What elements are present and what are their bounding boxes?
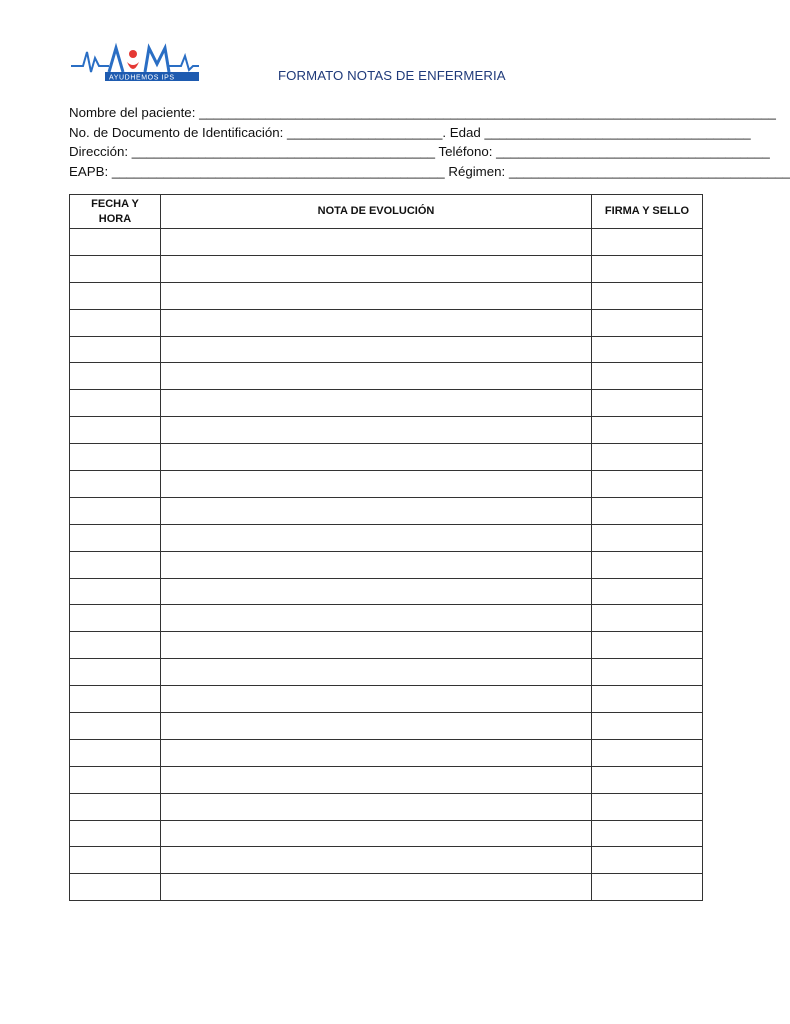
- cell-fecha-hora[interactable]: [70, 309, 161, 336]
- cell-firma-sello[interactable]: [592, 417, 703, 444]
- table-row: [70, 309, 703, 336]
- header-nota-evolucion: NOTA DE EVOLUCIÓN: [161, 195, 592, 229]
- ayudhemos-logo: [69, 42, 199, 81]
- table-row: [70, 497, 703, 524]
- table-header-row: [70, 195, 703, 229]
- cell-firma-sello[interactable]: [592, 309, 703, 336]
- cell-firma-sello[interactable]: [592, 363, 703, 390]
- table-row: [70, 444, 703, 471]
- cell-nota-evolucion[interactable]: [161, 471, 592, 498]
- table-row: [70, 793, 703, 820]
- cell-firma-sello[interactable]: [592, 524, 703, 551]
- cell-fecha-hora[interactable]: [70, 417, 161, 444]
- cell-nota-evolucion[interactable]: [161, 713, 592, 740]
- cell-nota-evolucion[interactable]: [161, 551, 592, 578]
- cell-fecha-hora[interactable]: [70, 820, 161, 847]
- cell-firma-sello[interactable]: [592, 229, 703, 256]
- cell-firma-sello[interactable]: [592, 793, 703, 820]
- cell-fecha-hora[interactable]: [70, 551, 161, 578]
- table-row: [70, 686, 703, 713]
- logo-red-figure: [129, 50, 137, 58]
- table-row: [70, 632, 703, 659]
- cell-firma-sello[interactable]: [592, 497, 703, 524]
- cell-firma-sello[interactable]: [592, 766, 703, 793]
- cell-fecha-hora[interactable]: [70, 847, 161, 874]
- cell-firma-sello[interactable]: [592, 471, 703, 498]
- cell-fecha-hora[interactable]: [70, 874, 161, 901]
- cell-fecha-hora[interactable]: [70, 255, 161, 282]
- field-documento-edad[interactable]: No. de Documento de Identificación: _____________________. Edad ____________________________________: [69, 124, 751, 140]
- table-row: [70, 255, 703, 282]
- cell-firma-sello[interactable]: [592, 255, 703, 282]
- header-firma-sello: FIRMA Y SELLO: [592, 195, 703, 229]
- cell-firma-sello[interactable]: [592, 632, 703, 659]
- cell-fecha-hora[interactable]: [70, 390, 161, 417]
- cell-fecha-hora[interactable]: [70, 632, 161, 659]
- field-direccion-telefono[interactable]: Dirección: _________________________________________ Teléfono: _____________________________________: [69, 144, 770, 160]
- cell-fecha-hora[interactable]: [70, 471, 161, 498]
- table-row: [70, 659, 703, 686]
- cell-firma-sello[interactable]: [592, 551, 703, 578]
- cell-nota-evolucion[interactable]: [161, 793, 592, 820]
- cell-fecha-hora[interactable]: [70, 578, 161, 605]
- page-title: FORMATO NOTAS DE ENFERMERIA: [278, 68, 506, 83]
- table-row: [70, 578, 703, 605]
- cell-firma-sello[interactable]: [592, 444, 703, 471]
- patient-fields: [69, 103, 790, 181]
- cell-firma-sello[interactable]: [592, 390, 703, 417]
- cell-firma-sello[interactable]: [592, 336, 703, 363]
- table-row: [70, 390, 703, 417]
- cell-firma-sello[interactable]: [592, 605, 703, 632]
- cell-nota-evolucion[interactable]: [161, 444, 592, 471]
- cell-nota-evolucion[interactable]: [161, 309, 592, 336]
- cell-fecha-hora[interactable]: [70, 793, 161, 820]
- cell-firma-sello[interactable]: [592, 847, 703, 874]
- cell-fecha-hora[interactable]: [70, 766, 161, 793]
- table-row: [70, 874, 703, 901]
- table-row: [70, 363, 703, 390]
- cell-fecha-hora[interactable]: [70, 497, 161, 524]
- cell-firma-sello[interactable]: [592, 659, 703, 686]
- table-row: [70, 524, 703, 551]
- cell-firma-sello[interactable]: [592, 686, 703, 713]
- cell-firma-sello[interactable]: [592, 820, 703, 847]
- cell-firma-sello[interactable]: [592, 578, 703, 605]
- cell-firma-sello[interactable]: [592, 874, 703, 901]
- cell-firma-sello[interactable]: [592, 282, 703, 309]
- cell-nota-evolucion[interactable]: [161, 686, 592, 713]
- table-body: [70, 229, 703, 901]
- field-nombre-paciente[interactable]: Nombre del paciente: ______________________________________________________________________________: [69, 105, 776, 120]
- cell-fecha-hora[interactable]: [70, 336, 161, 363]
- cell-nota-evolucion[interactable]: [161, 497, 592, 524]
- table-row: [70, 820, 703, 847]
- cell-nota-evolucion[interactable]: [161, 255, 592, 282]
- field-eapb-regimen[interactable]: EAPB: _____________________________________________ Régimen: ______________________________________: [69, 163, 790, 179]
- cell-firma-sello[interactable]: [592, 713, 703, 740]
- table-row: [70, 847, 703, 874]
- cell-nota-evolucion[interactable]: [161, 336, 592, 363]
- table-row: [70, 739, 703, 766]
- cell-fecha-hora[interactable]: [70, 739, 161, 766]
- cell-nota-evolucion[interactable]: [161, 282, 592, 309]
- header-fecha-hora: FECHA Y HORA: [70, 195, 161, 229]
- cell-nota-evolucion[interactable]: [161, 739, 592, 766]
- cell-nota-evolucion[interactable]: [161, 363, 592, 390]
- cell-nota-evolucion[interactable]: [161, 229, 592, 256]
- cell-fecha-hora[interactable]: [70, 605, 161, 632]
- cell-fecha-hora[interactable]: [70, 713, 161, 740]
- cell-fecha-hora[interactable]: [70, 444, 161, 471]
- cell-nota-evolucion[interactable]: [161, 659, 592, 686]
- cell-fecha-hora[interactable]: [70, 524, 161, 551]
- cell-fecha-hora[interactable]: [70, 659, 161, 686]
- cell-nota-evolucion[interactable]: [161, 847, 592, 874]
- cell-fecha-hora[interactable]: [70, 686, 161, 713]
- cell-nota-evolucion[interactable]: [161, 390, 592, 417]
- table-row: [70, 282, 703, 309]
- cell-nota-evolucion[interactable]: [161, 632, 592, 659]
- cell-firma-sello[interactable]: [592, 739, 703, 766]
- table-row: [70, 417, 703, 444]
- cell-nota-evolucion[interactable]: [161, 874, 592, 901]
- cell-fecha-hora[interactable]: [70, 282, 161, 309]
- table-row: [70, 713, 703, 740]
- cell-nota-evolucion[interactable]: [161, 766, 592, 793]
- nursing-notes-table: [69, 194, 703, 901]
- table-row: [70, 471, 703, 498]
- cell-nota-evolucion[interactable]: [161, 578, 592, 605]
- table-row: [70, 551, 703, 578]
- cell-nota-evolucion[interactable]: [161, 820, 592, 847]
- cell-nota-evolucion[interactable]: [161, 605, 592, 632]
- logo-text: AYUDHEMOS IPS: [109, 74, 175, 82]
- table-row: [70, 605, 703, 632]
- table-row: [70, 229, 703, 256]
- cell-fecha-hora[interactable]: [70, 229, 161, 256]
- cell-nota-evolucion[interactable]: [161, 524, 592, 551]
- table-row: [70, 766, 703, 793]
- table-row: [70, 336, 703, 363]
- cell-nota-evolucion[interactable]: [161, 417, 592, 444]
- cell-fecha-hora[interactable]: [70, 363, 161, 390]
